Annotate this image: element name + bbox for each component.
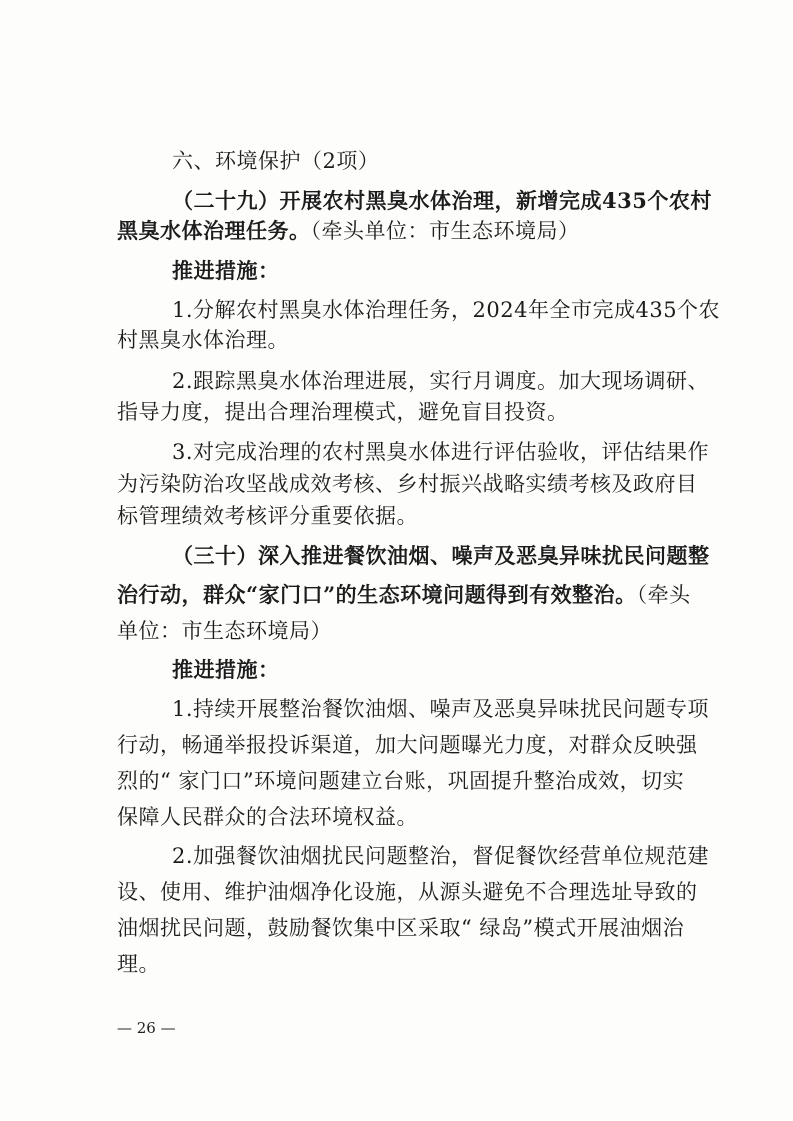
item-29-measure-3-line-1: 3.对完成治理的农村黑臭水体进行评估验收，评估结果作 (172, 440, 710, 464)
page-number: — 26 — (117, 1019, 176, 1037)
item-30-title-tail: 治行动，群众“家门口”的生态环境问题得到有效整治。 (117, 582, 637, 607)
item-30-measures-label: 推进措施： (172, 657, 280, 682)
item-29-measures-label: 推进措施： (172, 258, 280, 283)
item-29-title-line-1: （二十九）开展农村黑臭水体治理，新增完成435个农村 (172, 188, 712, 213)
item-29-measure-3-line-3: 标管理绩效考核评分重要依据。 (117, 504, 418, 528)
item-30-title-line-1: （三十）深入推进餐饮油烟、噪声及恶臭异味扰民问题整 (172, 543, 710, 568)
item-29-measure-2-line-2: 指导力度，提出合理治理模式，避免盲目投资。 (117, 400, 569, 424)
item-29-lead-unit: （牵头单位：市生态环境局） (310, 219, 580, 243)
item-30-measure-1-line-1: 1.持续开展整治餐饮油烟、噪声及恶臭异味扰民问题专项 (172, 697, 710, 721)
item-30-lead-unit-b: 单位：市生态环境局） (117, 619, 332, 643)
item-29-title-line-2 (117, 216, 682, 246)
item-29-measure-3-line-2: 为污染防治攻坚战成效考核、乡村振兴战略实绩考核及政府目 (117, 472, 698, 496)
item-30-lead-unit-a: （牵头 (636, 583, 691, 607)
item-30-measure-1-line-2: 行动，畅通举报投诉渠道，加大问题曝光力度，对群众反映强 (117, 733, 698, 757)
item-30-measure-2-line-1: 2.加强餐饮油烟扰民问题整治，督促餐饮经营单位规范建 (172, 844, 710, 868)
item-30-measure-1-line-3: 烈的“ 家门口”环境问题建立台账，巩固提升整治成效，切实 (117, 769, 685, 793)
item-30-title-line-2 (117, 580, 691, 610)
item-30-measure-2-line-3: 油烟扰民问题，鼓励餐饮集中区采取“ 绿岛”模式开展油烟治 (117, 916, 685, 940)
item-30-measure-2-line-2: 设、使用、维护油烟净化设施，从源头避免不合理选址导致的 (117, 880, 698, 904)
item-29-title-tail: 黑臭水体治理任务。 (117, 218, 311, 243)
item-30-measure-2-line-4: 理。 (117, 952, 160, 976)
item-29-measure-1-line-1: 1.分解农村黑臭水体治理任务，2024年全市完成435个农 (172, 298, 721, 322)
item-29-measure-2-line-1: 2.跟踪黑臭水体治理进展，实行月调度。加大现场调研、 (172, 369, 710, 393)
item-30-measure-1-line-4: 保障人民群众的合法环境权益。 (117, 805, 418, 829)
section-heading: 六、环境保护（2项） (172, 149, 380, 173)
item-29-measure-1-line-2: 村黑臭水体治理。 (117, 328, 289, 352)
